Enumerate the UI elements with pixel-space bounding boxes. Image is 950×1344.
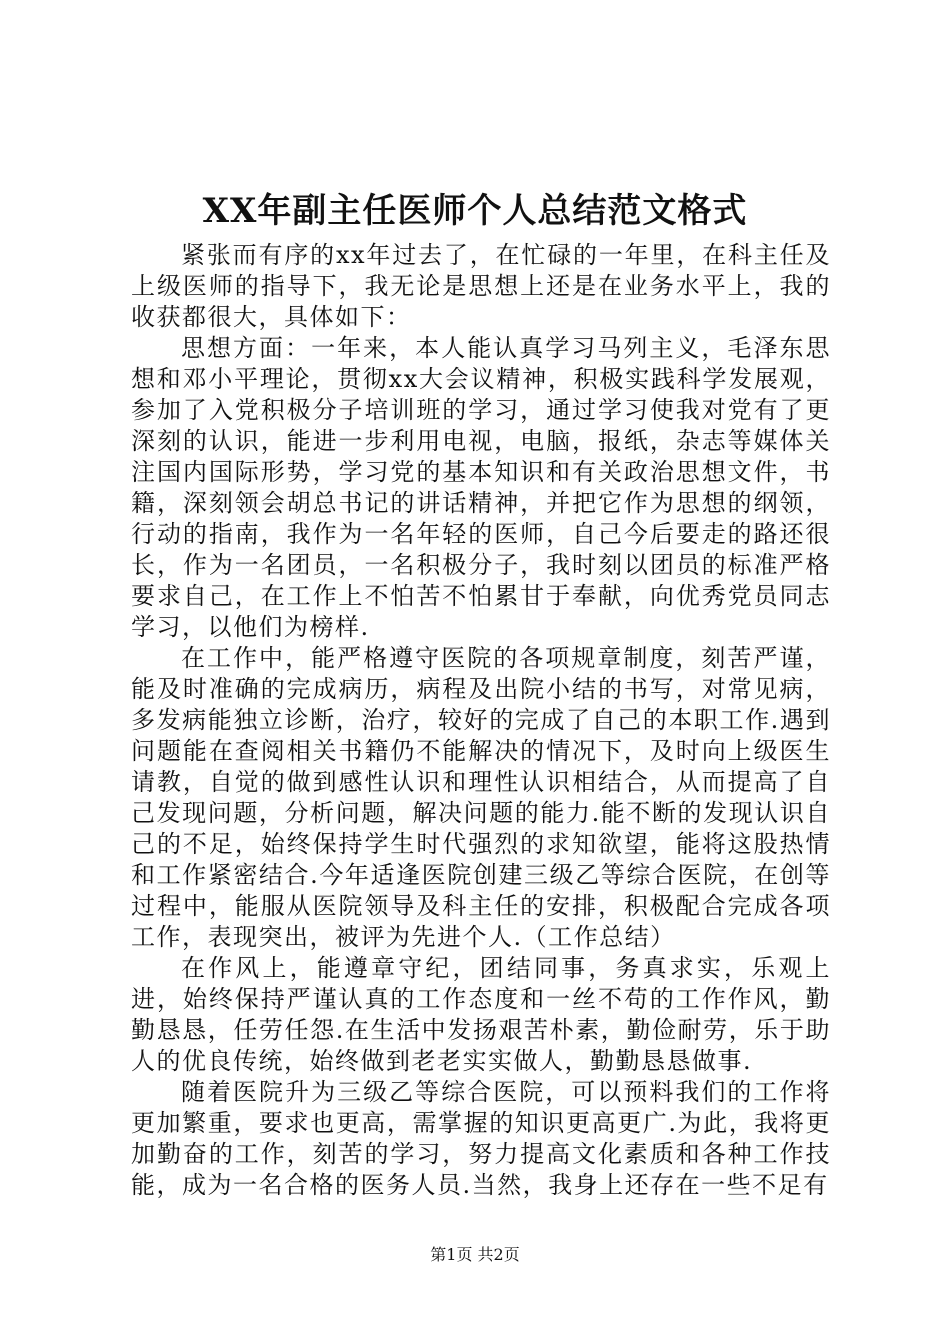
paragraph-thought: 思想方面：一年来，本人能认真学习马列主义，毛泽东思想和邓小平理论，贯彻xx大会议精神，积极实践科学发展观，参加了入党积极分子培训班的学习，通过学习使我对党有了更深刻的认识，能进一步利用电视，电脑，报纸，杂志等媒体关注国内国际形势，学习党的基本知识和有关政治思想文件，书籍，深刻领会胡总书记的讲话精神，并把它作为思想的纲领，行动的指南，我作为一名年轻的医师，自己今后要走的路还很长，作为一名团员，一名积极分子，我时刻以团员的标准严格要求自己，在工作上不怕苦不怕累甘于奉献，向优秀党员同志学习，以他们为榜样.: [131, 334, 831, 641]
paragraph-intro: 紧张而有序的xx年过去了，在忙碌的一年里，在科主任及上级医师的指导下，我无论是思想上还是在业务水平上，我的收获都很大，具体如下：: [131, 241, 831, 331]
document-body: [131, 240, 831, 1201]
paragraph-work: 在工作中，能严格遵守医院的各项规章制度，刻苦严谨，能及时准确的完成病历，病程及出院小结的书写，对常见病，多发病能独立诊断，治疗，较好的完成了自己的本职工作.遇到问题能在查阅相关书籍仍不能解决的情况下，及时向上级医生请教，自觉的做到感性认识和理性认识相结合，从而提高了自己发现问题，分析问题，解决问题的能力.能不断的发现认识自己的不足，始终保持学生时代强烈的求知欲望，能将这股热情和工作紧密结合.今年适逢医院创建三级乙等综合医院，在创等过程中，能服从医院领导及科主任的安排，积极配合完成各项工作，表现突出，被评为先进个人.（工作总结）: [131, 644, 831, 951]
paragraph-outlook: 随着医院升为三级乙等综合医院，可以预料我们的工作将更加繁重，要求也更高，需掌握的知识更高更广.为此，我将更加勤奋的工作，刻苦的学习，努力提高文化素质和各种工作技能，成为一名合格的医务人员.当然，我身上还存在一些不足有: [131, 1078, 831, 1199]
page-footer: 第1页 共2页: [430, 1245, 520, 1264]
document-title: XX年副主任医师个人总结范文格式: [202, 191, 748, 231]
paragraph-style: 在作风上，能遵章守纪，团结同事，务真求实，乐观上进，始终保持严谨认真的工作态度和一丝不苟的工作作风，勤勤恳恳，任劳任怨.在生活中发扬艰苦朴素，勤俭耐劳，乐于助人的优良传统，始终做到老老实实做人，勤勤恳恳做事.: [131, 954, 831, 1075]
